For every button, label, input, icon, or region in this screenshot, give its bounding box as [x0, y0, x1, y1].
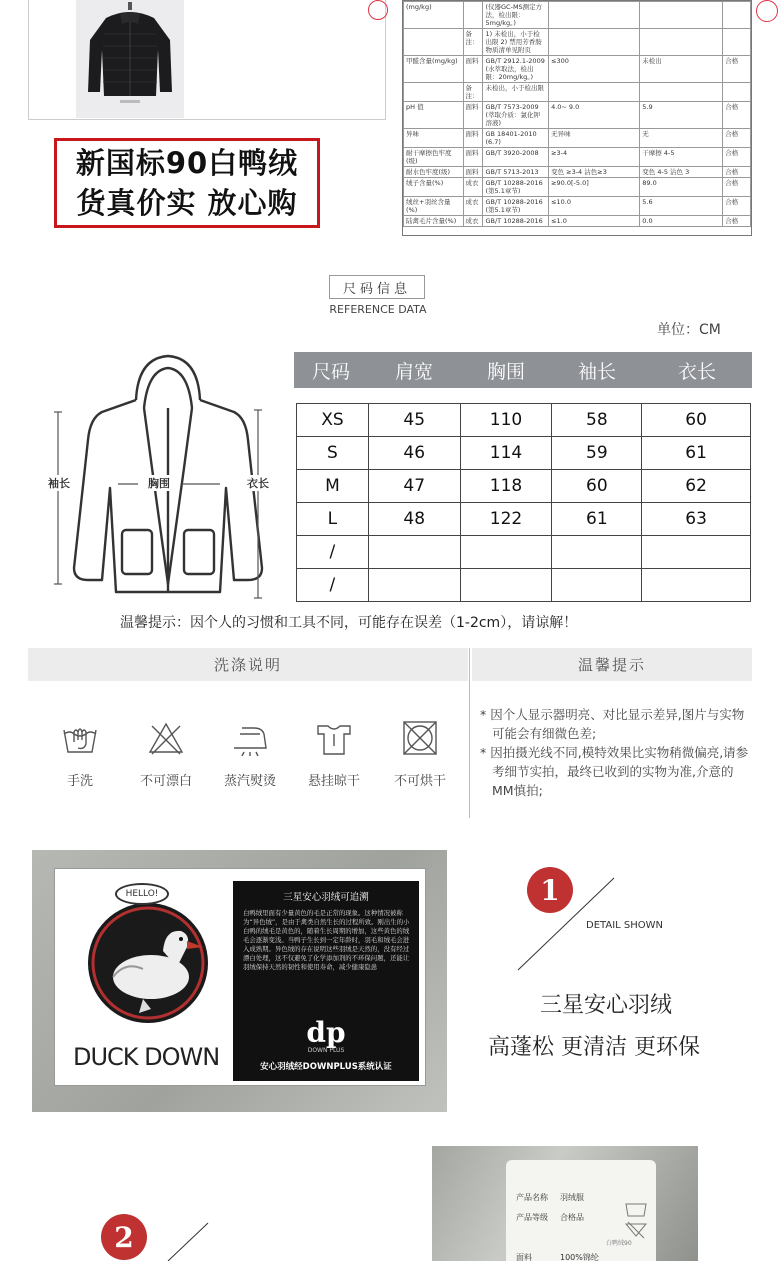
report-cell-req: ≤1.0 — [549, 216, 640, 227]
report-grid — [403, 1, 751, 227]
report-cell-method: GB/T 3920-2008 — [483, 148, 549, 167]
duck-down-brand: DUCK DOWN — [73, 1043, 220, 1071]
size-cell: 59 — [552, 437, 642, 470]
size-cell: 48 — [368, 503, 460, 536]
report-cell-req — [549, 29, 640, 56]
report-cell-result: 干摩擦 4-5 — [640, 148, 723, 167]
dp-logo: dp — [306, 1016, 346, 1049]
report-cell-method: GB/T 2912.1-2009 (水萃取法，检出限：20mg/kg。) — [483, 56, 549, 83]
size-cell — [642, 569, 751, 602]
feature-title: 三星安心羽绒 — [540, 993, 673, 1018]
steam-iron-icon — [230, 720, 270, 756]
tag-name-label: 产品名称 — [516, 1193, 548, 1202]
report-cell-method: GB/T 10288-2016 — [483, 216, 549, 227]
size-cell: 46 — [368, 437, 460, 470]
down-info-heading: 三星安心羽绒可追溯 — [283, 892, 369, 903]
detail-number-1: 1 — [527, 867, 573, 913]
size-table-header — [294, 352, 752, 388]
size-cell — [552, 569, 642, 602]
size-cell — [368, 536, 460, 569]
size-header-cell: 衣长 — [677, 360, 716, 383]
report-cell-method: GB/T 10288-2016 (第5.1章节) — [483, 178, 549, 197]
care-hang-dry — [294, 720, 374, 789]
report-cell-method: 1) 未检出，小于检出限 2) 禁用芳香胺物质清单见附页 — [483, 29, 549, 56]
size-subtitle: REFERENCE DATA — [329, 303, 427, 316]
report-cell-verdict: 合格 — [723, 197, 751, 216]
report-cell-method: (仪器GC-MS测定方法，检出限：5mg/kg。) — [483, 2, 549, 29]
report-cell-method: GB/T 10288-2016 (第5.1章节) — [483, 197, 549, 216]
report-cell-item: 甲醛含量(mg/kg) — [404, 56, 464, 83]
jacket-measure-diagram — [40, 348, 280, 608]
report-cell-verdict: 合格 — [723, 129, 751, 148]
report-row — [404, 216, 751, 227]
size-cell: / — [297, 569, 369, 602]
size-cell: 118 — [460, 470, 552, 503]
report-row — [404, 197, 751, 216]
promo-box — [54, 138, 320, 228]
report-row — [404, 102, 751, 129]
report-cell-part: 备注： — [463, 29, 483, 56]
size-header-cell: 胸围 — [486, 360, 525, 383]
hello-bubble: HELLO! — [115, 883, 169, 905]
report-cell-req: 4.0~ 9.0 — [549, 102, 640, 129]
size-cell: 63 — [642, 503, 751, 536]
report-cell-part: 面料 — [463, 56, 483, 83]
report-cell-verdict: 合格 — [723, 178, 751, 197]
report-cell-item: 绒丝+羽丝含量(%) — [404, 197, 464, 216]
report-cell-method: 未检出，小于检出限 — [483, 83, 549, 102]
care-no-bleach — [126, 720, 206, 789]
size-cell: 45 — [368, 404, 460, 437]
size-row — [297, 536, 751, 569]
product-tag — [506, 1160, 656, 1261]
detail-number-2: 2 — [101, 1214, 147, 1260]
size-cell: 60 — [642, 404, 751, 437]
size-cell: 122 — [460, 503, 552, 536]
promo-line-1: 新国标90白鸭绒 — [75, 146, 299, 180]
size-header-cell: 袖长 — [577, 360, 616, 383]
inspection-stamp-left — [368, 0, 388, 20]
size-title: 尺码信息 — [329, 275, 425, 299]
report-cell-part: 面料 — [463, 167, 483, 178]
dp-logo-sub: DOWN PLUS — [307, 1047, 345, 1054]
unit-label: 单位：CM — [657, 322, 721, 338]
product-tag-photo — [432, 1146, 698, 1261]
report-cell-verdict: 合格 — [723, 148, 751, 167]
size-header-cell: 肩宽 — [394, 360, 433, 383]
report-cell-item: pH 值 — [404, 102, 464, 129]
size-cell: 114 — [460, 437, 552, 470]
report-cell-verdict: 合格 — [723, 216, 751, 227]
report-cell-result: 无 — [640, 129, 723, 148]
tag-care-icons — [624, 1200, 648, 1240]
report-cell-item: (mg/kg) — [404, 2, 464, 29]
down-info-panel — [233, 881, 419, 1081]
tag-fabric-value: 100%锦纶 — [560, 1253, 599, 1261]
inspection-stamp-right — [756, 0, 778, 22]
report-cell-req — [549, 2, 640, 29]
report-cell-part: 备注： — [463, 83, 483, 102]
size-cell: XS — [297, 404, 369, 437]
down-info-footer: 安心羽绒经DOWNPLUS系统认证 — [260, 1062, 392, 1072]
report-cell-req: ≥3-4 — [549, 148, 640, 167]
size-row — [297, 404, 751, 437]
tag-fabric-label: 面料 — [516, 1253, 532, 1261]
no-tumble-dry-icon — [400, 720, 440, 756]
report-cell-verdict — [723, 83, 751, 102]
report-row — [404, 178, 751, 197]
size-cell: 62 — [642, 470, 751, 503]
report-cell-req — [549, 83, 640, 102]
tips-title: 温馨提示 — [472, 648, 752, 681]
report-cell-result — [640, 2, 723, 29]
report-cell-result: 变色 4-5 沾色 3 — [640, 167, 723, 178]
wash-title: 洗涤说明 — [28, 648, 468, 681]
detail-slash-2 — [160, 1222, 210, 1261]
size-cell: / — [297, 536, 369, 569]
report-row — [404, 29, 751, 56]
report-cell-item: 耐干摩擦色牢度(级) — [404, 148, 464, 167]
report-cell-part: 成衣 — [463, 178, 483, 197]
report-cell-verdict — [723, 2, 751, 29]
size-cell: 47 — [368, 470, 460, 503]
diagram-chest-label: 胸围 — [148, 477, 170, 490]
report-cell-req: ≤10.0 — [549, 197, 640, 216]
tip-item: * 因拍摄光线不同,模特效果比实物稍微偏亮,请参考细节实拍，最终已收到的实物为准,介意的MM慎拍; — [480, 745, 749, 798]
size-table — [296, 403, 751, 602]
down-label-card — [54, 868, 426, 1086]
size-cell — [368, 569, 460, 602]
care-hand-wash — [40, 720, 120, 789]
report-row — [404, 56, 751, 83]
report-cell-method: GB/T 5713-2013 — [483, 167, 549, 178]
care-label: 蒸汽熨烫 — [223, 774, 276, 789]
tag-grade-label: 产品等级 — [516, 1213, 548, 1222]
size-cell: 60 — [552, 470, 642, 503]
report-cell-result: 89.0 — [640, 178, 723, 197]
report-cell-req: ≤300 — [549, 56, 640, 83]
report-cell-part: 成衣 — [463, 197, 483, 216]
size-cell — [642, 536, 751, 569]
report-row — [404, 148, 751, 167]
detail-caption: DETAIL SHOWN — [586, 920, 663, 931]
care-no-tumble-dry — [380, 720, 460, 789]
report-cell-item: 异味 — [404, 129, 464, 148]
care-steam-iron — [210, 720, 290, 789]
report-cell-item — [404, 29, 464, 56]
measurement-note: 温馨提示：因个人的习惯和工具不同，可能存在误差（1-2cm），请谅解！ — [120, 615, 578, 631]
report-cell-item: 耐水色牢度(级) — [404, 167, 464, 178]
report-cell-item: 陆禽毛片含量(%) — [404, 216, 464, 227]
size-row — [297, 569, 751, 602]
report-cell-item — [404, 83, 464, 102]
tip-item: * 因个人显示器明亮、对比显示差异,图片与实物可能会有细微色差; — [480, 707, 745, 741]
report-row — [404, 129, 751, 148]
promo-line-2: 货真价实 放心购 — [76, 186, 298, 220]
care-label: 不可烘干 — [393, 774, 446, 789]
size-cell: L — [297, 503, 369, 536]
size-cell: 58 — [552, 404, 642, 437]
down-info-body: 白鸭绒里面有少量黄色的毛是正常的现象。这种情况被称为“异色绒”，是由于禽类自然生长的过程所致。刚出生的小白鸭的绒毛是黄色的，随着生长周期的增加，这些黄色的绒毛会逐渐变浅。当鸭子生长到一定年龄时，羽毛和绒毛会进入成熟期。异色绒的存在说明这些羽绒是天然的，没有经过漂白处理，这不仅避免了化学添加剂的不环保问题，还能让羽绒保持天然的韧性和使用寿命，减少健康隐患 — [243, 909, 410, 971]
section-divider — [469, 648, 470, 818]
product-photo — [76, 0, 184, 118]
report-cell-part: 面料 — [463, 148, 483, 167]
report-cell-req: ≥90.0[-5.0] — [549, 178, 640, 197]
report-row — [404, 83, 751, 102]
report-cell-result: 5.9 — [640, 102, 723, 129]
hand-wash-icon — [60, 720, 100, 756]
report-cell-verdict: 合格 — [723, 102, 751, 129]
no-bleach-icon — [146, 720, 186, 756]
size-header-cell: 尺码 — [311, 360, 350, 383]
down-jacket-image — [76, 0, 184, 118]
size-cell — [552, 536, 642, 569]
size-cell — [460, 536, 552, 569]
size-cell: 110 — [460, 404, 552, 437]
tag-grade-value: 合格品 — [560, 1213, 584, 1222]
diagram-sleeve-label: 袖长 — [48, 477, 70, 490]
size-row — [297, 503, 751, 536]
report-cell-verdict: 合格 — [723, 167, 751, 178]
tag-name-value: 羽绒服 — [560, 1193, 584, 1202]
report-cell-verdict — [723, 29, 751, 56]
care-label: 不可漂白 — [139, 774, 192, 789]
report-cell-result: 5.6 — [640, 197, 723, 216]
report-cell-item: 绒子含量(%) — [404, 178, 464, 197]
duck-down-label-photo — [32, 850, 447, 1112]
tips-list — [480, 705, 752, 800]
feature-line: 高蓬松 更清洁 更环保 — [488, 1035, 700, 1060]
diagram-length-label: 衣长 — [247, 477, 269, 490]
test-report-table — [402, 0, 752, 236]
report-cell-result: 未检出 — [640, 56, 723, 83]
report-row — [404, 167, 751, 178]
report-cell-req: 变色 ≥3-4 沾色≥3 — [549, 167, 640, 178]
size-row — [297, 437, 751, 470]
size-cell: 61 — [642, 437, 751, 470]
report-cell-method: GB 18401-2010 (6.7) — [483, 129, 549, 148]
report-cell-verdict: 合格 — [723, 56, 751, 83]
size-cell: S — [297, 437, 369, 470]
size-row — [297, 470, 751, 503]
size-cell: M — [297, 470, 369, 503]
report-cell-result — [640, 29, 723, 56]
report-cell-part: 成衣 — [463, 216, 483, 227]
report-cell-result: 0.0 — [640, 216, 723, 227]
report-cell-result — [640, 83, 723, 102]
care-label: 手洗 — [66, 774, 93, 789]
report-row — [404, 2, 751, 29]
report-cell-part: 面料 — [463, 102, 483, 129]
report-cell-part: 面料 — [463, 129, 483, 148]
tag-extra: 白鸭绒90 — [606, 1240, 632, 1247]
size-cell — [460, 569, 552, 602]
report-cell-req: 无异味 — [549, 129, 640, 148]
report-cell-part — [463, 2, 483, 29]
size-cell: 61 — [552, 503, 642, 536]
report-cell-method: GB/T 7573-2009 (萃取介质：氯化钾溶液) — [483, 102, 549, 129]
care-label: 悬挂晾干 — [307, 774, 360, 789]
hang-dry-icon — [314, 720, 354, 756]
